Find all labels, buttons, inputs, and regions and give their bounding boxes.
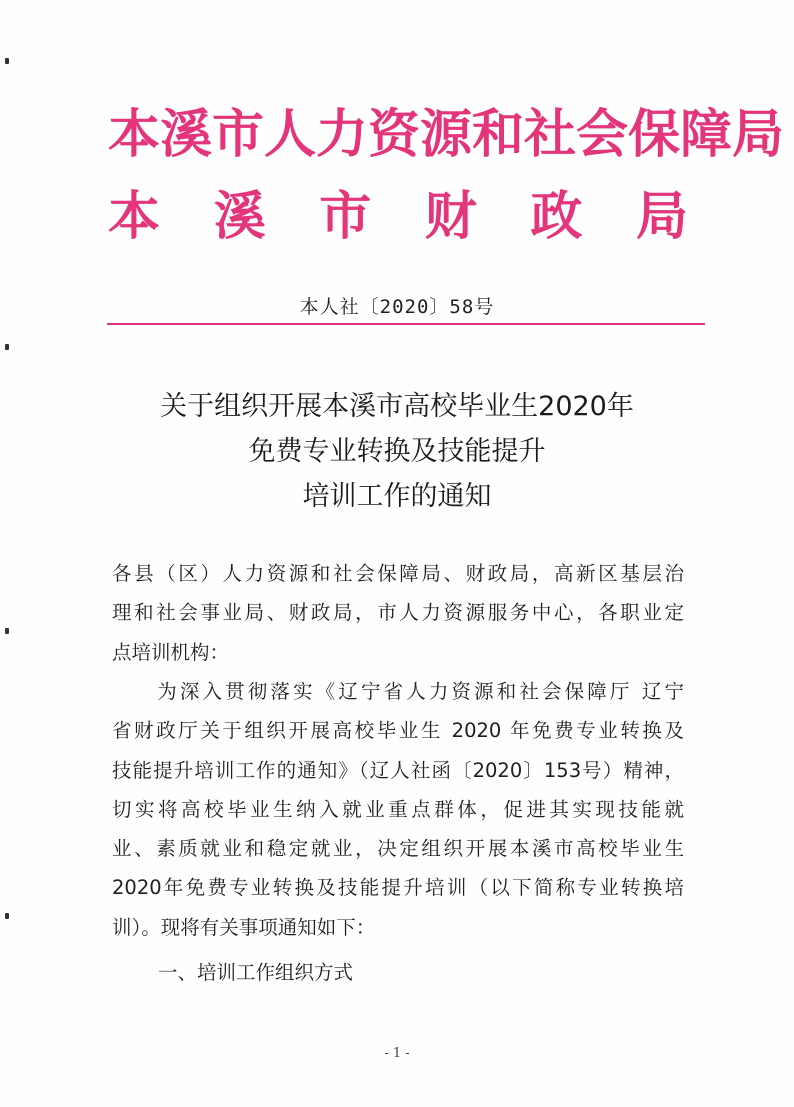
issuer-hrss-bureau: 本溪市人力资源和社会保障局 [108, 104, 785, 165]
addressee-line: 点培训机构： [112, 640, 230, 664]
title-line: 关于组织开展本溪市高校毕业生2020年 [160, 391, 634, 422]
issuer-char: 市 [319, 186, 372, 247]
page-number: - 1 - [384, 1046, 410, 1061]
issuer-char: 溪 [213, 186, 266, 247]
issuer-char: 本 [108, 186, 161, 247]
paragraph-line: 为深入贯彻落实《辽宁省人力资源和社会保障厅 辽宁 [112, 680, 684, 703]
paragraph-line: 2020年免费专业转换及技能提升培训（以下简称专业转换培 [112, 876, 684, 900]
paragraph-line: 训）。现将有关事项通知如下： [112, 915, 376, 939]
issuer-finance-bureau [108, 186, 688, 248]
body-paragraph [112, 672, 684, 947]
notice-title [0, 384, 794, 519]
issuer-char: 政 [530, 186, 583, 247]
red-divider-line [107, 323, 705, 325]
binding-mark [5, 344, 9, 350]
title-line: 培训工作的通知 [302, 481, 492, 512]
addressee-line: 各县（区）人力资源和社会保障局、财政局，高新区基层治 [112, 562, 684, 585]
binding-mark [5, 58, 9, 64]
paragraph-line: 技能提升培训工作的通知》（辽人社函〔2020〕153号）精神， [112, 758, 684, 782]
binding-mark [5, 628, 9, 634]
section-heading: 一、培训工作组织方式 [158, 961, 354, 984]
paragraph-line: 省财政厅关于组织开展高校毕业生 2020 年免费专业转换及 [112, 719, 684, 743]
document-number: 本人社〔2020〕58号 [299, 296, 495, 318]
addressee-line: 理和社会事业局、财政局，市人力资源服务中心，各职业定 [112, 601, 684, 625]
binding-mark [5, 913, 9, 919]
addressee-block [112, 554, 684, 672]
issuer-char: 局 [635, 186, 688, 247]
paragraph-line: 业、素质就业和稳定就业，决定组织开展本溪市高校毕业生 [112, 837, 684, 861]
paragraph-line: 切实将高校毕业生纳入就业重点群体，促进其实现技能就 [112, 797, 684, 821]
title-line: 免费专业转换及技能提升 [248, 436, 546, 467]
issuer-char: 财 [424, 186, 477, 247]
